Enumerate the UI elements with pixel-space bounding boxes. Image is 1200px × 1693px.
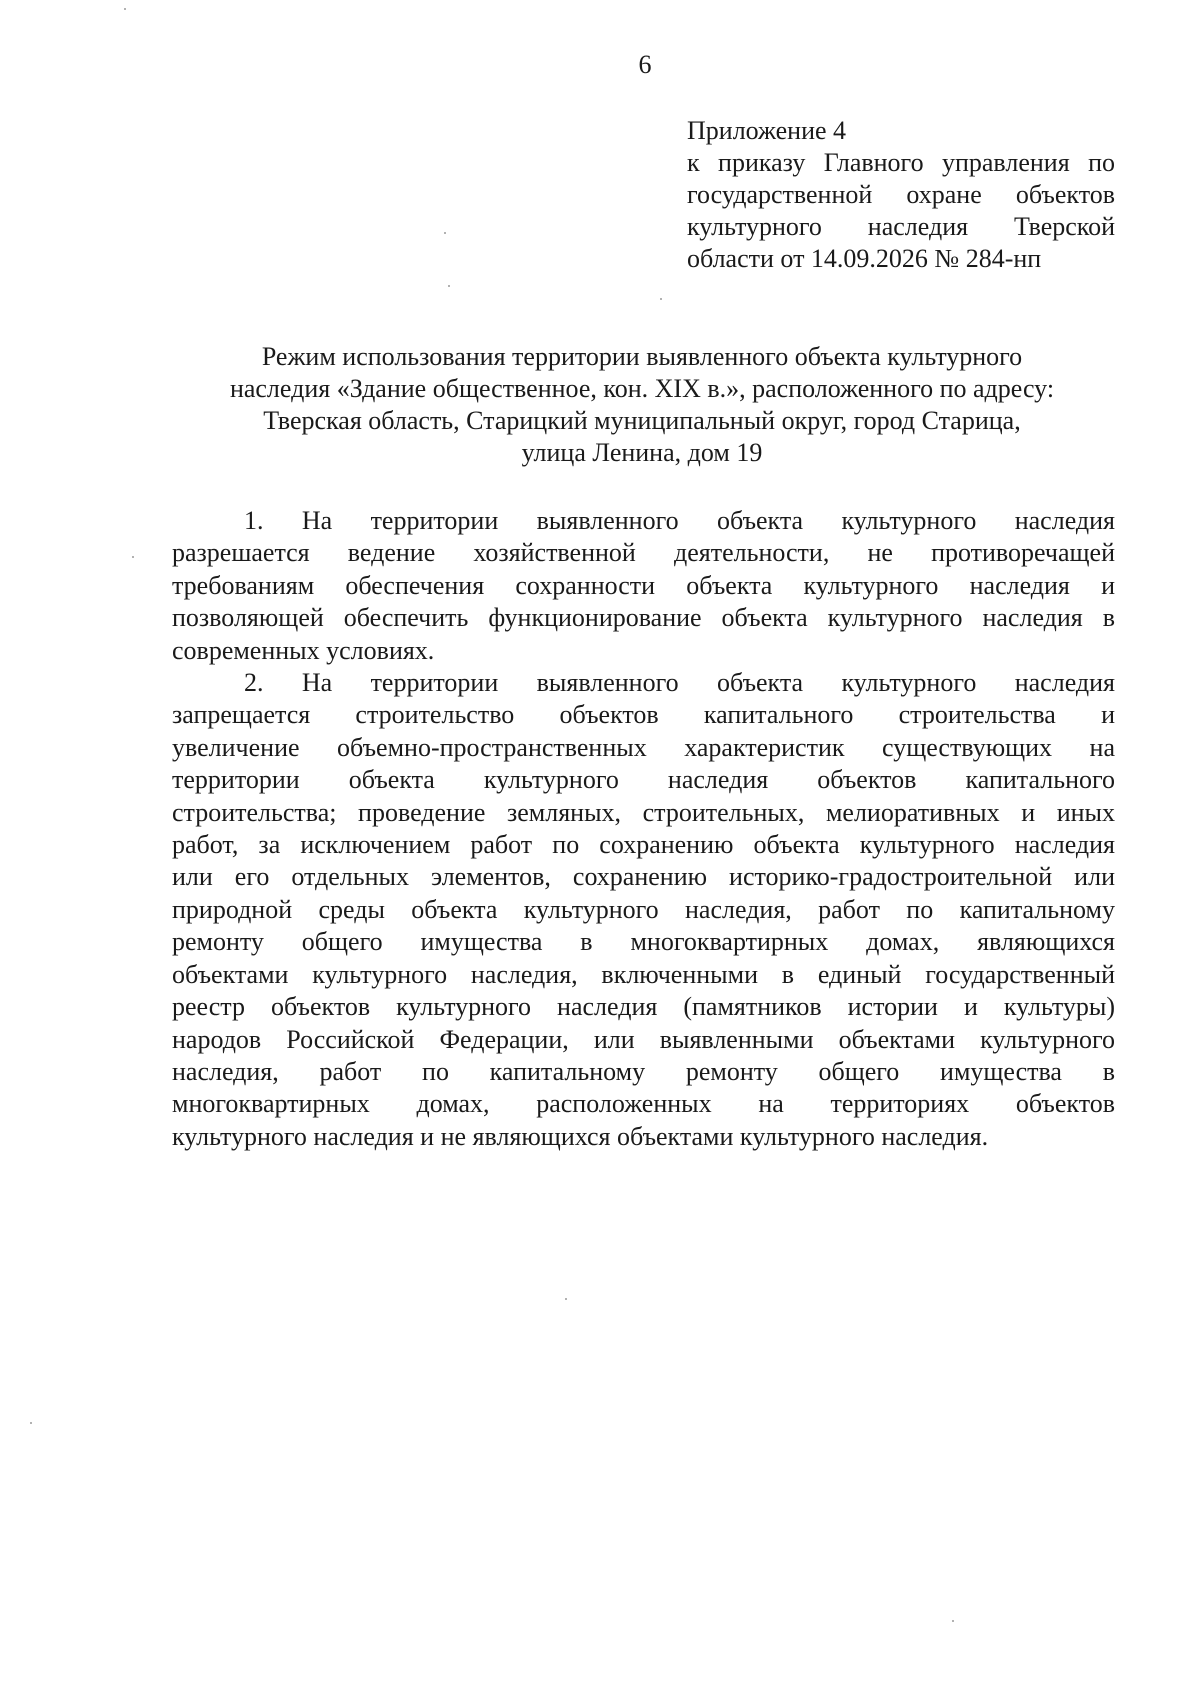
title-line-3: Тверская область, Старицкий муниципальный округ, город Старица,: [263, 406, 1021, 435]
paragraph-line: объектами культурного наследия, включенными в единый государственный: [172, 959, 1115, 989]
appendix-line-4: культурного наследия Тверской: [687, 212, 1115, 241]
paragraph-line: природной среды объекта культурного наследия, работ по капитальному: [172, 894, 1115, 924]
title-line-4: улица Ленина, дом 19: [521, 438, 763, 467]
paragraph-line: работ, за исключением работ по сохранению объекта культурного наследия: [172, 830, 1115, 860]
paragraph-line: наследия, работ по капитальному ремонту общего имущества в: [172, 1056, 1115, 1086]
paragraph-line: народов Российской Федерации, или выявленными объектами культурного: [172, 1024, 1115, 1054]
paragraph-line: реестр объектов культурного наследия (памятников истории и культуры): [172, 992, 1115, 1022]
scan-speck: [124, 8, 126, 10]
title-line-2: наследия «Здание общественное, кон. XIX в.», расположенного по адресу:: [229, 374, 1055, 403]
title-line-1: Режим использования территории выявленного объекта культурного: [261, 342, 1023, 371]
paragraph-line: современных условиях.: [172, 635, 435, 665]
scan-speck: [444, 232, 446, 234]
page-number: 6: [638, 50, 652, 79]
appendix-line-5: области от 14.09.2026 № 284-нп: [687, 244, 1042, 273]
scan-speck: [660, 298, 662, 300]
appendix-header: [687, 115, 1115, 275]
scan-speck: [448, 285, 450, 287]
paragraph-2: [172, 667, 1115, 1153]
scan-speck: [952, 1620, 954, 1622]
scan-speck: [565, 1298, 567, 1300]
appendix-line-2: к приказу Главного управления по: [687, 148, 1115, 177]
paragraph-line: 2. На территории выявленного объекта культурного наследия: [244, 668, 1115, 698]
paragraph-line: увеличение объемно-пространственных характеристик существующих на: [172, 732, 1115, 762]
paragraph-line: разрешается ведение хозяйственной деятельности, не противоречащей: [172, 538, 1115, 568]
paragraph-1: [172, 505, 1115, 667]
scan-speck: [30, 1422, 32, 1424]
paragraph-line: культурного наследия и не являющихся объектами культурного наследия.: [172, 1121, 989, 1151]
paragraph-line: позволяющей обеспечить функционирование объекта культурного наследия в: [172, 603, 1115, 633]
paragraph-line: территории объекта культурного наследия объектов капитального: [172, 765, 1115, 795]
scan-speck: [132, 556, 134, 558]
document-body: [172, 505, 1115, 1153]
paragraph-line: или его отдельных элементов, сохранению историко-градостроительной или: [172, 862, 1115, 892]
document-title: [160, 341, 1124, 469]
paragraph-line: 1. На территории выявленного объекта культурного наследия: [244, 506, 1115, 535]
appendix-line-3: государственной охране объектов: [687, 180, 1115, 209]
paragraph-line: многоквартирных домах, расположенных на территориях объектов: [172, 1089, 1115, 1119]
paragraph-line: строительства; проведение земляных, строительных, мелиоративных и иных: [172, 797, 1115, 827]
appendix-line-1: Приложение 4: [687, 116, 847, 145]
paragraph-line: требованиям обеспечения сохранности объекта культурного наследия и: [172, 570, 1115, 600]
paragraph-line: ремонту общего имущества в многоквартирных домах, являющихся: [172, 927, 1115, 957]
paragraph-line: запрещается строительство объектов капитального строительства и: [172, 700, 1115, 730]
